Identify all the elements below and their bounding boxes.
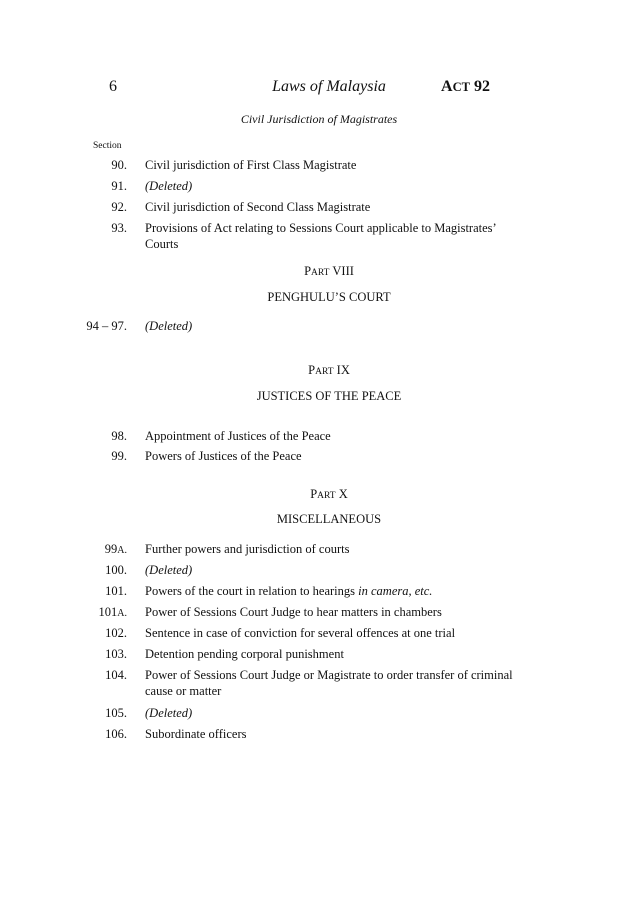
section-title: Civil jurisdiction of First Class Magistrate [145,158,357,172]
section-title: Subordinate officers [145,727,247,741]
section-title: Power of Sessions Court Judge or Magistrate to order transfer of criminal cause or matter [145,668,513,698]
section-number: 93. [111,221,127,235]
section-title: Sentence in case of conviction for several offences at one trial [145,626,456,640]
part-heading: PART IX [308,363,350,377]
section-number: 99. [111,449,127,463]
part-heading: PART X [310,487,348,501]
section-title: Powers of the court in relation to hearings in camera, etc. [145,584,433,598]
running-title: Laws of Malaysia [272,78,386,95]
section-number: 104. [105,668,127,682]
part-heading: PART VIII [304,264,354,278]
subheading: Civil Jurisdiction of Magistrates [240,112,398,126]
section-number: 103. [105,647,127,661]
section-number: 91. [111,179,127,193]
section-label: Section [93,141,122,151]
section-title: Civil jurisdiction of Second Class Magistrate [145,200,371,214]
section-title: Appointment of Justices of the Peace [145,429,331,443]
section-number: 106. [105,727,127,741]
part-title: JUSTICES OF THE PEACE [256,389,402,403]
section-title: Provisions of Act relating to Sessions Court applicable to Magistrates’ Courts [145,221,496,251]
section-number: 101A. [98,605,127,619]
section-number: 92. [111,200,127,214]
section-title: Powers of Justices of the Peace [145,449,302,463]
section-title: Further powers and jurisdiction of courts [145,542,350,556]
section-title: Detention pending corporal punishment [145,647,344,661]
section-number: 105. [105,706,127,720]
section-number: 90. [111,158,127,172]
section-title: (Deleted) [145,179,193,193]
section-number: 101. [105,584,127,598]
section-number: 102. [105,626,127,640]
section-title: (Deleted) [145,706,193,720]
act-number: ACT 92 [441,78,490,95]
section-number: 98. [111,429,127,443]
part-title: PENGHULU’S COURT [267,290,391,304]
section-number: 100. [105,563,127,577]
section-number: 94 – 97. [86,319,127,333]
section-title: (Deleted) [145,319,193,333]
section-title: (Deleted) [145,563,193,577]
part-title: MISCELLANEOUS [276,512,382,526]
section-title: Power of Sessions Court Judge to hear matters in chambers [145,605,442,619]
page-number: 6 [109,78,117,95]
section-number: 99A. [104,542,127,556]
